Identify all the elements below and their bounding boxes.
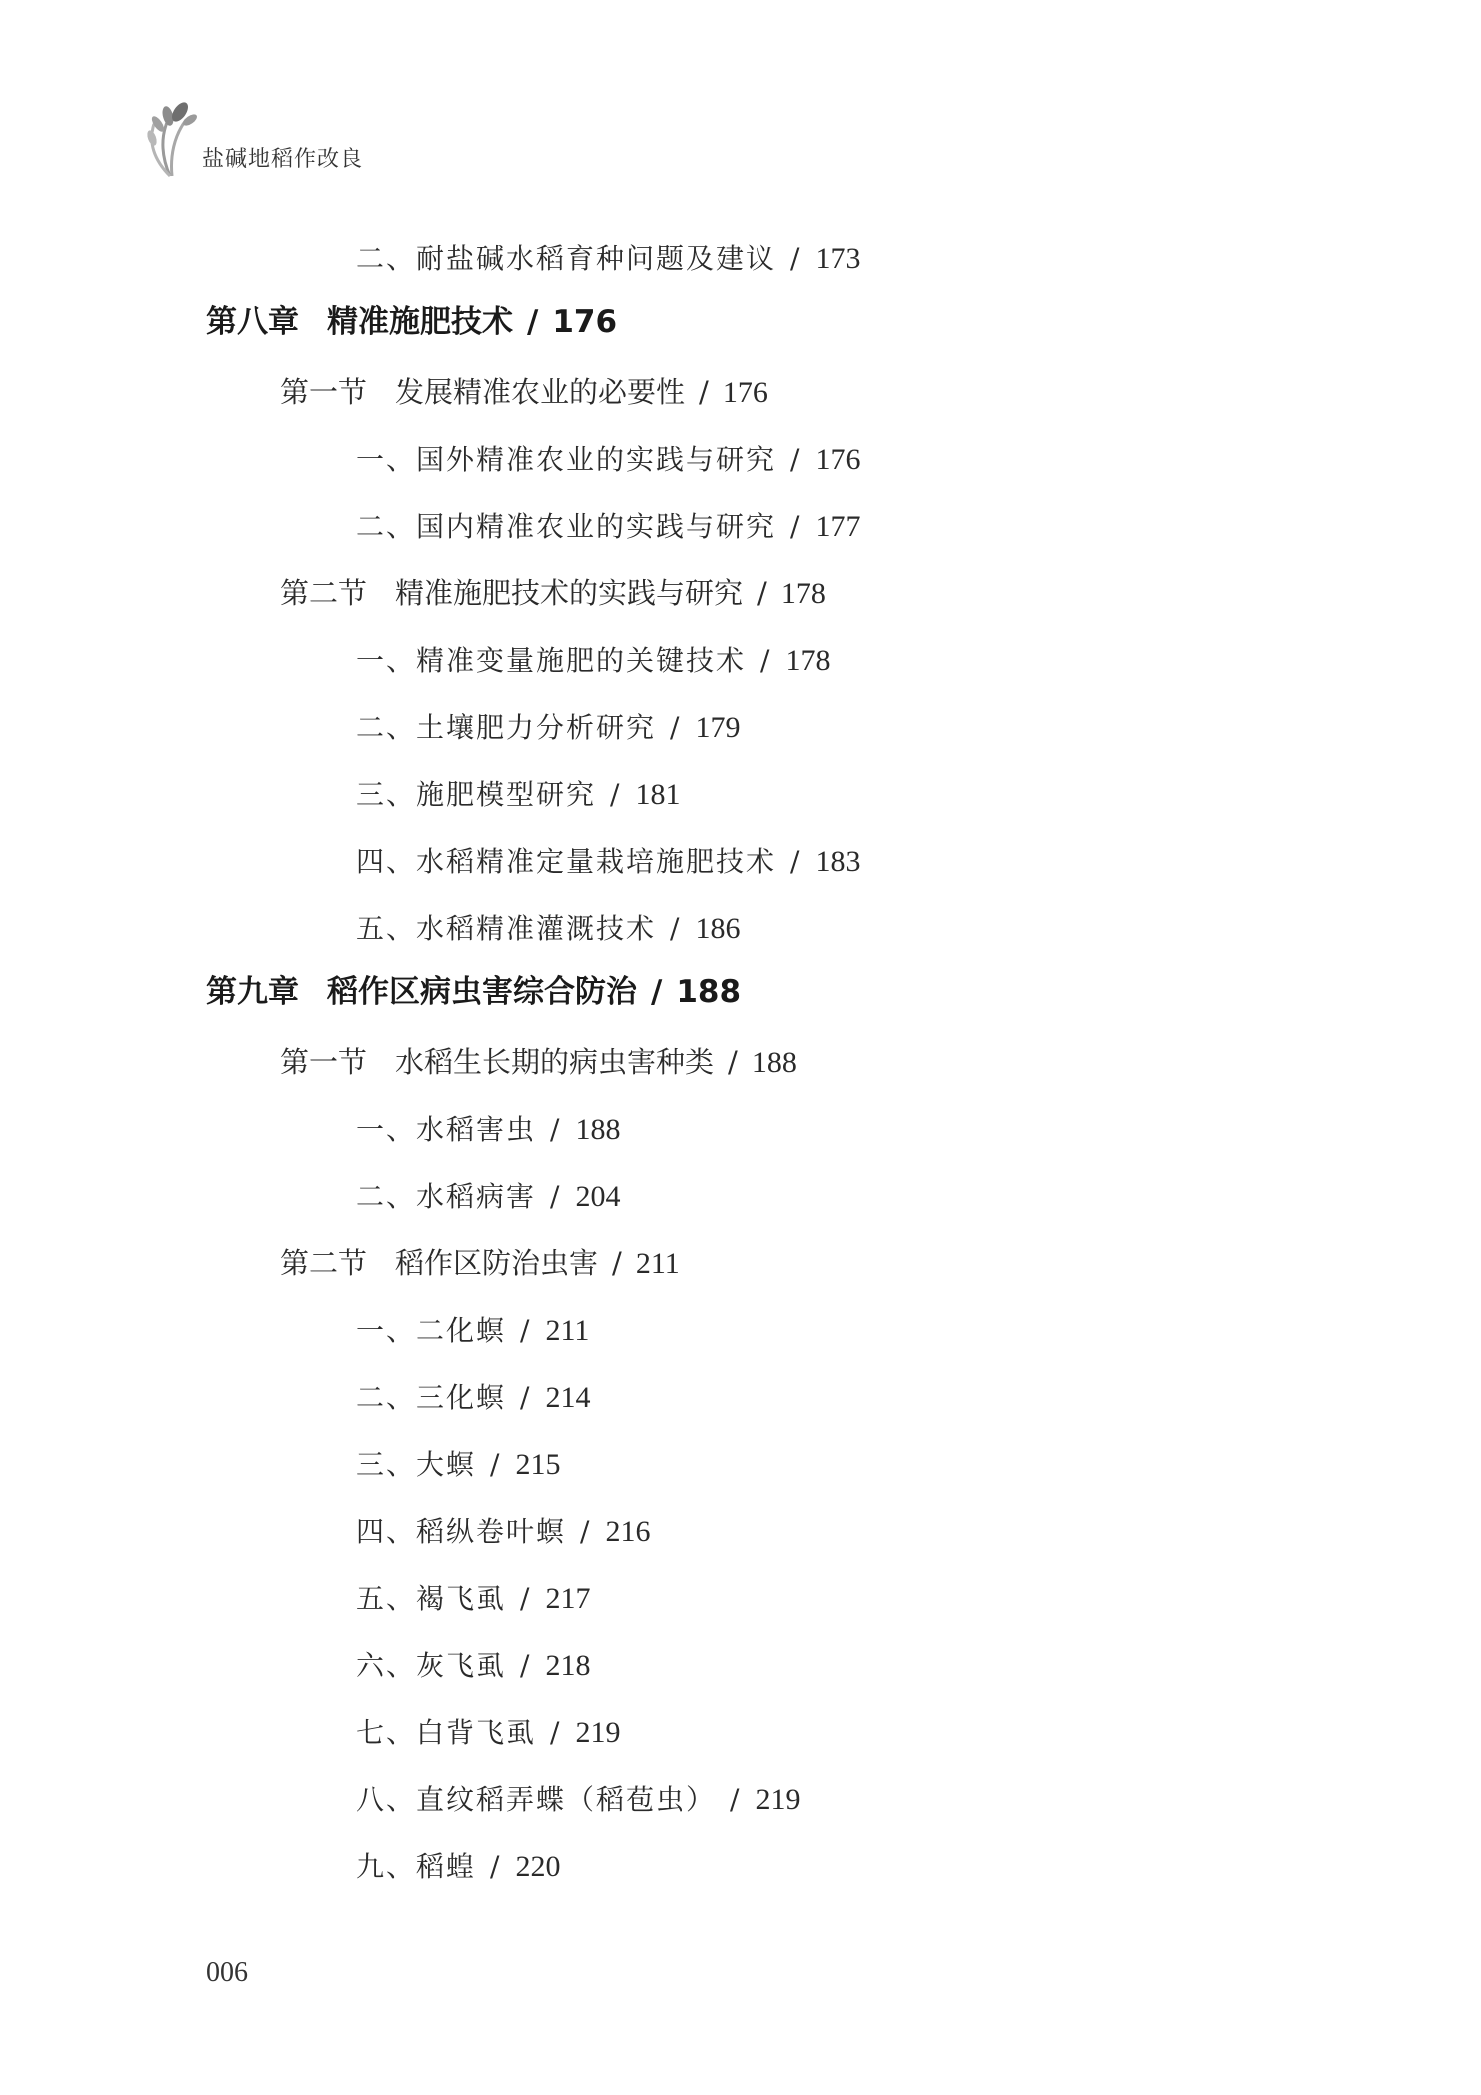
toc-item-row bbox=[356, 1785, 800, 1815]
toc-entry-title: 三、大螟 bbox=[356, 1448, 477, 1481]
page-separator: / bbox=[790, 510, 802, 543]
toc-item-row bbox=[356, 713, 740, 743]
toc-entry-page: 188 bbox=[575, 1113, 621, 1146]
toc-section-label: 第一节 bbox=[280, 1045, 368, 1079]
toc-entry-title: 精准施肥技术 bbox=[327, 304, 513, 340]
toc-item-row bbox=[356, 512, 860, 542]
toc-entry-page: 183 bbox=[815, 845, 861, 878]
page-separator: / bbox=[760, 644, 772, 677]
toc-entry-title: 二、土壤肥力分析研究 bbox=[356, 711, 657, 744]
toc-entry-page: 179 bbox=[695, 711, 741, 744]
page-separator: / bbox=[790, 443, 802, 476]
toc-item-row bbox=[356, 914, 740, 944]
toc-item-row bbox=[356, 1584, 590, 1614]
toc-entry-page: 211 bbox=[635, 1247, 680, 1280]
toc-entry-page: 177 bbox=[815, 510, 861, 543]
rice-stalk-icon bbox=[140, 98, 200, 178]
page-separator: / bbox=[757, 576, 767, 610]
page-separator: / bbox=[490, 1448, 502, 1481]
toc-item-row bbox=[356, 1450, 560, 1480]
toc-entry-title: 一、精准变量施肥的关键技术 bbox=[356, 644, 747, 677]
page-separator: / bbox=[699, 375, 709, 409]
toc-item-row bbox=[356, 1115, 620, 1145]
toc-entry-page: 186 bbox=[695, 912, 741, 945]
toc-entry-title: 二、三化螟 bbox=[356, 1381, 507, 1414]
toc-entry-title: 二、水稻病害 bbox=[356, 1180, 537, 1213]
page-separator: / bbox=[610, 778, 622, 811]
toc-item-row bbox=[356, 646, 830, 676]
toc-chapter-label: 第八章 bbox=[206, 304, 299, 340]
toc-entry-page: 176 bbox=[552, 304, 618, 340]
page-separator: / bbox=[651, 974, 663, 1010]
page-separator: / bbox=[550, 1716, 562, 1749]
toc-entry-page: 204 bbox=[575, 1180, 621, 1213]
toc-entry-page: 214 bbox=[545, 1381, 591, 1414]
toc-entry-page: 178 bbox=[785, 644, 831, 677]
page-separator: / bbox=[527, 304, 539, 340]
toc-entry-title: 九、稻蝗 bbox=[356, 1850, 477, 1883]
toc-entry-page: 218 bbox=[545, 1649, 591, 1682]
running-header bbox=[140, 98, 540, 178]
toc-entry-title: 二、国内精准农业的实践与研究 bbox=[356, 510, 777, 543]
book-title: 盐碱地稻作改良 bbox=[202, 147, 364, 172]
toc-entry-title: 三、施肥模型研究 bbox=[356, 778, 597, 811]
toc-entry-page: 219 bbox=[575, 1716, 621, 1749]
toc-entry-page: 178 bbox=[780, 577, 826, 610]
toc-entry-title: 精准施肥技术的实践与研究 bbox=[395, 576, 744, 610]
toc-item-row bbox=[356, 244, 860, 274]
toc-section-label: 第一节 bbox=[280, 375, 368, 409]
page-separator: / bbox=[612, 1246, 622, 1280]
toc-entry-title: 五、水稻精准灌溉技术 bbox=[356, 912, 657, 945]
page-separator: / bbox=[550, 1113, 562, 1146]
toc-entry-title: 四、水稻精准定量栽培施肥技术 bbox=[356, 845, 777, 878]
toc-entry-title: 一、二化螟 bbox=[356, 1314, 507, 1347]
toc-entry-page: 216 bbox=[605, 1515, 651, 1548]
page-separator: / bbox=[728, 1045, 738, 1079]
toc-entry-page: 217 bbox=[545, 1582, 591, 1615]
toc-entry-title: 六、灰飞虱 bbox=[356, 1649, 507, 1682]
toc-entry-page: 220 bbox=[515, 1850, 561, 1883]
toc-item-row bbox=[356, 1852, 560, 1882]
toc-entry-page: 176 bbox=[722, 376, 768, 409]
toc-section-row bbox=[280, 375, 768, 409]
toc-chapter-row bbox=[206, 304, 618, 340]
toc-section-row bbox=[280, 576, 826, 610]
page-separator: / bbox=[490, 1850, 502, 1883]
toc-entry-title: 稻作区病虫害综合防治 bbox=[327, 974, 637, 1010]
toc-section-label: 第二节 bbox=[280, 576, 368, 610]
toc-entry-title: 稻作区防治虫害 bbox=[395, 1246, 599, 1280]
toc-item-row bbox=[356, 1182, 620, 1212]
toc-chapter-label: 第九章 bbox=[206, 974, 299, 1010]
toc-item-row bbox=[356, 1651, 590, 1681]
page-separator: / bbox=[520, 1649, 532, 1682]
page-number: 006 bbox=[206, 1957, 248, 1988]
page-separator: / bbox=[520, 1381, 532, 1414]
toc-section-label: 第二节 bbox=[280, 1246, 368, 1280]
toc-entry-page: 211 bbox=[545, 1314, 590, 1347]
toc-entry-title: 二、耐盐碱水稻育种问题及建议 bbox=[356, 242, 777, 275]
toc-entry-page: 219 bbox=[755, 1783, 801, 1816]
toc-entry-page: 215 bbox=[515, 1448, 561, 1481]
page-separator: / bbox=[520, 1582, 532, 1615]
toc-entry-title: 一、国外精准农业的实践与研究 bbox=[356, 443, 777, 476]
toc-entry-title: 七、白背飞虱 bbox=[356, 1716, 537, 1749]
toc-item-row bbox=[356, 1517, 650, 1547]
toc-entry-title: 发展精准农业的必要性 bbox=[395, 375, 686, 409]
toc-item-row bbox=[356, 1316, 589, 1346]
toc-section-row bbox=[280, 1045, 797, 1079]
toc-entry-page: 176 bbox=[815, 443, 861, 476]
toc-entry-page: 188 bbox=[751, 1046, 797, 1079]
toc-item-row bbox=[356, 1383, 590, 1413]
toc-entry-title: 水稻生长期的病虫害种类 bbox=[395, 1045, 715, 1079]
toc-entry-title: 八、直纹稻弄蝶（稻苞虫） bbox=[356, 1783, 717, 1816]
toc-section-row bbox=[280, 1246, 680, 1280]
page-separator: / bbox=[550, 1180, 562, 1213]
toc-entry-title: 一、水稻害虫 bbox=[356, 1113, 537, 1146]
toc-chapter-row bbox=[206, 974, 742, 1010]
toc-item-row bbox=[356, 445, 860, 475]
toc-entry-page: 181 bbox=[635, 778, 681, 811]
toc-item-row bbox=[356, 847, 860, 877]
toc-entry-page: 188 bbox=[676, 974, 742, 1010]
page-separator: / bbox=[670, 912, 682, 945]
page-separator: / bbox=[790, 845, 802, 878]
toc-item-row bbox=[356, 780, 680, 810]
page-separator: / bbox=[790, 242, 802, 275]
toc-entry-page: 173 bbox=[815, 242, 861, 275]
page-separator: / bbox=[520, 1314, 532, 1347]
page-separator: / bbox=[580, 1515, 592, 1548]
page-separator: / bbox=[730, 1783, 742, 1816]
toc-entry-title: 五、褐飞虱 bbox=[356, 1582, 507, 1615]
toc-entry-title: 四、稻纵卷叶螟 bbox=[356, 1515, 567, 1548]
page-separator: / bbox=[670, 711, 682, 744]
toc-item-row bbox=[356, 1718, 620, 1748]
